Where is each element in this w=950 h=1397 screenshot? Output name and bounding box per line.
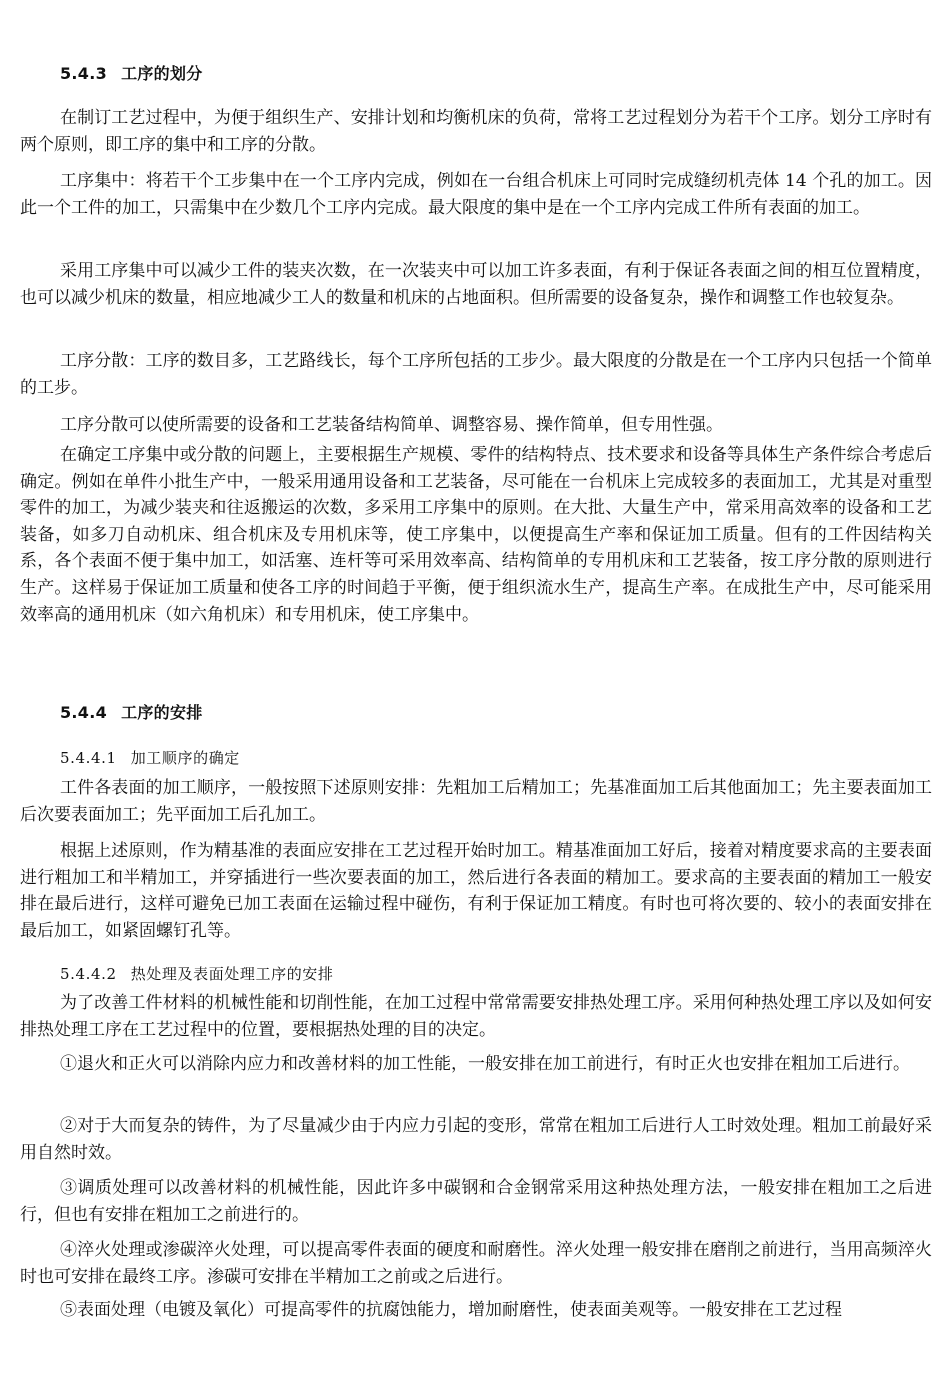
subsection-number: 5.4.4.2 (60, 965, 117, 983)
paragraph: 工序分散可以使所需要的设备和工艺装备结构简单、调整容易、操作简单，但专用性强。 (60, 415, 723, 435)
subsection-heading-5-4-4-1 (60, 748, 240, 768)
paragraph: ③调质处理可以改善材料的机械性能，因此许多中碳钢和合金钢常采用这种热处理方法，一般安排在粗加工之后进行，但也有安排在粗加工之前进行的。 (20, 1178, 932, 1225)
section-number: 5.4.4 (60, 703, 108, 722)
paragraph: ⑤表面处理（电镀及氧化）可提高零件的抗腐蚀能力，增加耐磨性，使表面美观等。一般安排在工艺过程 (60, 1300, 842, 1320)
subsection-title: 热处理及表面处理工序的安排 (130, 965, 334, 983)
paragraph: 为了改善工件材料的机械性能和切削性能，在加工过程中常常需要安排热处理工序。采用何种热处理工序以及如何安排热处理工序在工艺过程中的位置，要根据热处理的目的决定。 (20, 993, 932, 1040)
paragraph: ④淬火处理或渗碳淬火处理，可以提高零件表面的硬度和耐磨性。淬火处理一般安排在磨削之前进行，当用高频淬火时也可安排在最终工序。渗碳可安排在半精加工之前或之后进行。 (20, 1240, 932, 1287)
paragraph: 在确定工序集中或分散的问题上，主要根据生产规模、零件的结构特点、技术要求和设备等具体生产条件综合考虑后确定。例如在单件小批生产中，一般采用通用设备和工艺装备，尽可能在一台机床上完成较多的表面加工，尤其是对重型零件的加工，为减少装夹和往返搬运的次数，多采用工序集中的原则。在大批、大量生产中，常采用高效率的设备和工艺装备，如多刀自动机床、组合机床及专用机床等，使工序集中，以便提高生产率和保证加工质量。但有的工件因结构关系，各个表面不便于集中加工，如活塞、连杆等可采用效率高、结构简单的专用机床和工艺装备，按工序分散的原则进行生产。这样易于保证加工质量和使各工序的时间趋于平衡，便于组织流水生产，提高生产率。在成批生产中，尽可能采用效率高的通用机床（如六角机床）和专用机床，使工序集中。 (20, 445, 932, 625)
paragraph: 采用工序集中可以减少工件的装夹次数，在一次装夹中可以加工许多表面，有利于保证各表面之间的相互位置精度，也可以减少机床的数量，相应地减少工人的数量和机床的占地面积。但所需要的设备复杂，操作和调整工作也较复杂。 (20, 261, 932, 308)
section-title: 工序的安排 (121, 703, 203, 722)
subsection-title: 加工顺序的确定 (130, 749, 240, 767)
paragraph: 工序集中：将若干个工步集中在一个工序内完成，例如在一台组合机床上可同时完成缝纫机壳体 14 个孔的加工。因此一个工件的加工，只需集中在少数几个工序内完成。最大限度的集中是在一个工序内完成工件所有表面的加工。 (20, 171, 932, 218)
paragraph: 工件各表面的加工顺序，一般按照下述原则安排：先粗加工后精加工；先基准面加工后其他面加工；先主要表面加工后次要表面加工；先平面加工后孔加工。 (20, 778, 932, 825)
paragraph: 在制订工艺过程中，为便于组织生产、安排计划和均衡机床的负荷，常将工艺过程划分为若干个工序。划分工序时有两个原则，即工序的集中和工序的分散。 (20, 108, 932, 155)
subsection-number: 5.4.4.1 (60, 749, 117, 767)
section-title: 工序的划分 (121, 64, 203, 83)
paragraph: ①退火和正火可以消除内应力和改善材料的加工性能，一般安排在加工前进行，有时正火也安排在粗加工后进行。 (60, 1054, 910, 1074)
paragraph: 根据上述原则，作为精基准的表面应安排在工艺过程开始时加工。精基准面加工好后，接着对精度要求高的主要表面进行粗加工和半精加工，并穿插进行一些次要表面的加工，然后进行各表面的精加工。要求高的主要表面的精加工一般安排在最后进行，这样可避免已加工表面在运输过程中碰伤，有利于保证加工精度。有时也可将次要的、较小的表面安排在最后加工，如紧固螺钉孔等。 (20, 841, 932, 941)
subsection-heading-5-4-4-2 (60, 964, 334, 984)
paragraph: 工序分散：工序的数目多，工艺路线长，每个工序所包括的工步少。最大限度的分散是在一个工序内只包括一个简单的工步。 (20, 351, 932, 398)
section-number: 5.4.3 (60, 64, 108, 83)
paragraph: ②对于大而复杂的铸件，为了尽量减少由于内应力引起的变形，常常在粗加工后进行人工时效处理。粗加工前最好采用自然时效。 (20, 1116, 932, 1163)
section-heading-5-4-3 (60, 64, 203, 84)
section-heading-5-4-4 (60, 703, 203, 723)
